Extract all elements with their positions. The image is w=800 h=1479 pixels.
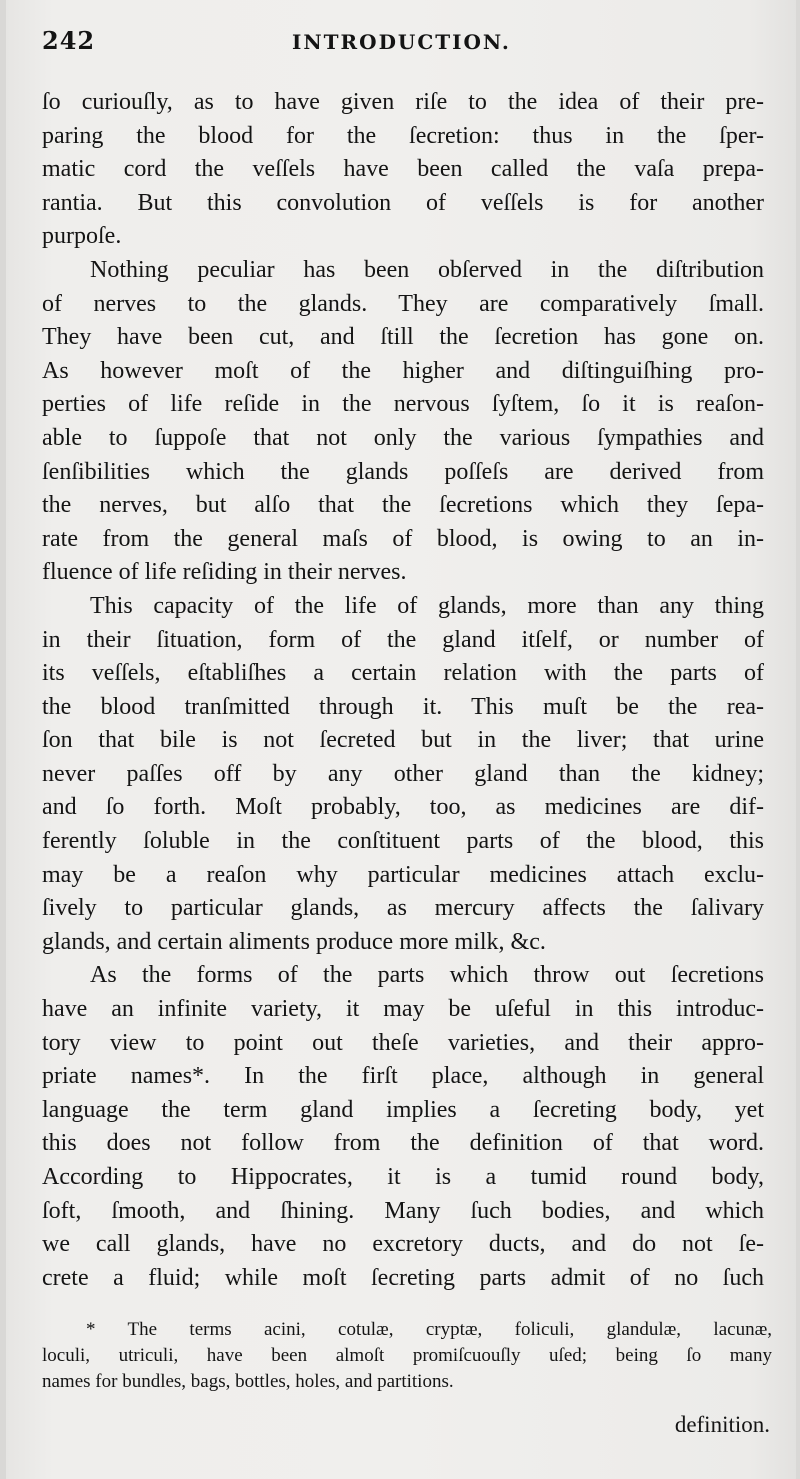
text-line: As however moſt of the higher and diſtinguiſhing pro- xyxy=(42,357,764,384)
text-line: priate names*. In the firſt place, although in general xyxy=(42,1063,764,1090)
text-line: fluence of life reſiding in their nerves. xyxy=(42,559,407,586)
page-number: 242 xyxy=(42,26,96,55)
text-line: of nerves to the glands. They are comparatively ſmall. xyxy=(42,290,764,317)
text-line: tory view to point out theſe varieties, and their appro- xyxy=(42,1029,764,1056)
body-text xyxy=(42,86,764,1295)
footnote-line: names for bundles, bags, bottles, holes, and partitions. xyxy=(42,1371,454,1392)
text-line: rate from the general maſs of blood, is owing to an in- xyxy=(42,525,764,552)
text-line: may be a reaſon why particular medicines attach exclu- xyxy=(42,861,764,888)
text-line: ſenſibilities which the glands poſſeſs are derived from xyxy=(42,458,764,485)
text-line: rantia. But this convolution of veſſels is for another xyxy=(42,189,764,216)
text-line: They have been cut, and ſtill the ſecretion has gone on. xyxy=(42,324,764,351)
text-line: glands, and certain aliments produce more milk, &c. xyxy=(42,928,546,955)
text-line: have an infinite variety, it may be uſeful in this introduc- xyxy=(42,996,764,1023)
text-line: ſively to particular glands, as mercury affects the ſalivary xyxy=(42,895,764,922)
text-line: ſon that bile is not ſecreted but in the liver; that urine xyxy=(42,727,764,754)
text-line: Nothing peculiar has been obſerved in the diſtribution xyxy=(90,256,764,283)
text-line: matic cord the veſſels have been called the vaſa prepa- xyxy=(42,156,764,183)
text-line: According to Hippocrates, it is a tumid round body, xyxy=(42,1164,764,1190)
footnote-line: * The terms acini, cotulæ, cryptæ, foliculi, glandulæ, lacunæ, xyxy=(86,1319,772,1340)
footnote xyxy=(42,1317,772,1395)
text-line: ſo curiouſly, as to have given riſe to the idea of their pre- xyxy=(42,89,764,115)
text-line: able to ſuppoſe that not only the various ſympathies and xyxy=(42,424,764,451)
book-page xyxy=(6,0,796,1479)
page-header xyxy=(42,26,760,66)
text-line: perties of life reſide in the nervous ſyſtem, ſo it is reaſon- xyxy=(42,391,764,418)
text-line: in their ſituation, form of the gland itſelf, or number of xyxy=(42,626,764,653)
text-line: ſoft, ſmooth, and ſhining. Many ſuch bodies, and which xyxy=(42,1197,764,1224)
text-line: and ſo forth. Moſt probably, too, as medicines are dif- xyxy=(42,794,764,821)
text-line: paring the blood for the ſecretion: thus in the ſper- xyxy=(42,122,764,149)
text-line: the nerves, but alſo that the ſecretions which they ſepa- xyxy=(42,492,764,519)
catchword: definition. xyxy=(674,1412,770,1437)
text-line: crete a fluid; while moſt ſecreting parts admit of no ſuch xyxy=(42,1264,764,1291)
footnote-line: loculi, utriculi, have been almoſt promiſcuouſly uſed; being ſo many xyxy=(42,1345,772,1366)
text-line: ferently ſoluble in the conſtituent parts of the blood, this xyxy=(42,828,764,855)
text-line: this does not follow from the definition of that word. xyxy=(42,1130,764,1157)
running-head: INTRODUCTION. xyxy=(292,30,511,54)
text-line: language the term gland implies a ſecreting body, yet xyxy=(42,1096,764,1123)
text-line: the blood tranſmitted through it. This muſt be the rea- xyxy=(42,693,764,720)
text-line: This capacity of the life of glands, more than any thing xyxy=(90,592,764,619)
text-line: As the forms of the parts which throw out ſecretions xyxy=(90,962,764,989)
text-line: its veſſels, eſtabliſhes a certain relation with the parts of xyxy=(42,660,764,687)
text-line: purpoſe. xyxy=(42,223,122,250)
text-line: never paſſes off by any other gland than the kidney; xyxy=(42,760,764,787)
text-line: we call glands, have no excretory ducts, and do not ſe- xyxy=(42,1231,764,1258)
